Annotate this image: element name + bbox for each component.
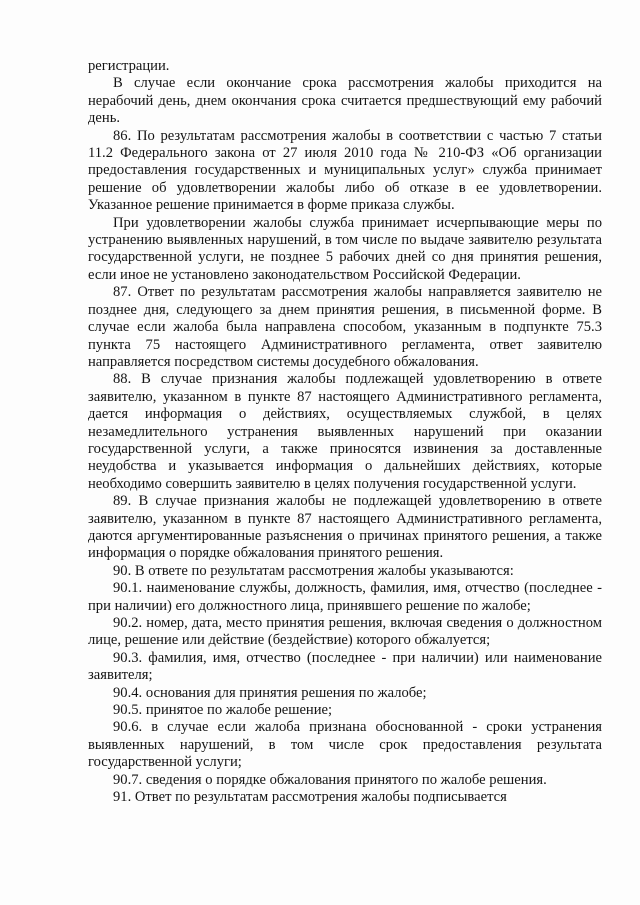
paragraph-90-3: 90.3. фамилия, имя, отчество (последнее - при наличии) или наименование заявителя; bbox=[88, 649, 602, 684]
paragraph-registration-tail: регистрации. bbox=[88, 58, 170, 74]
paragraph-89: 89. В случае признания жалобы не подлежащей удовлетворению в ответе заявителю, указанном в пункте 87 настоящего Административного регламента, даются аргументированные разъяснения о причинах принятого решения, а также информация о порядке обжалования принятого решения. bbox=[88, 493, 602, 562]
paragraph-90-7: 90.7. сведения о порядке обжалования принятого по жалобе решения. bbox=[113, 771, 547, 788]
paragraph-90-1: 90.1. наименование службы, должность, фамилия, имя, отчество (последнее - при наличии) его должностного лица, принявшего решение по жалобе; bbox=[88, 580, 602, 614]
paragraph-88: 88. В случае признания жалобы подлежащей удовлетворению в ответе заявителю, указанном в пункте 87 настоящего Административного регламента, дается информация о действиях, осуществляемых службой, в целях незамедлительного устранения выявленных нарушений при оказании государственной услуги, а также приносятся извинения за доставленные неудобства и указывается информация о дальнейших действиях, которые необходимо совершить заявителю в целях получения государственной услуги. bbox=[88, 371, 602, 492]
paragraph-90-6: 90.6. в случае если жалоба признана обоснованной - сроки устранения выявленных нарушений, в том числе срок предоставления результата государственной услуги; bbox=[88, 719, 602, 771]
paragraph-90-5: 90.5. принятое по жалобе решение; bbox=[113, 702, 333, 719]
paragraph-nonworking-day: В случае если окончание срока рассмотрения жалобы приходится на нерабочий день, днем окончания срока считается предшествующий ему рабочий день. bbox=[88, 75, 602, 127]
paragraph-90-4: 90.4. основания для принятия решения по жалобе; bbox=[113, 684, 427, 701]
paragraph-90: 90. В ответе по результатам рассмотрения жалобы указываются: bbox=[113, 562, 514, 579]
paragraph-91: 91. Ответ по результатам рассмотрения жалобы подписывается bbox=[113, 789, 507, 806]
paragraph-satisfaction-measures: При удовлетворении жалобы служба принимает исчерпывающие меры по устранению выявленных нарушений, в том числе по выдаче заявителю результата государственной услуги, не позднее 5 рабочих дней со дня принятия решения, если иное не установлено законодательством Российской Федерации. bbox=[88, 214, 602, 283]
paragraph-86: 86. По результатам рассмотрения жалобы в соответствии с частью 7 статьи 11.2 Федерального закона от 27 июля 2010 года № 210-ФЗ «Об организации предоставления государственных и муниципальных услуг» служба принимает решение об удовлетворении жалобы либо об отказе в ее удовлетворении. Указанное решение принимается в форме приказа службы. bbox=[88, 127, 602, 214]
paragraph-87: 87. Ответ по результатам рассмотрения жалобы направляется заявителю не позднее дня, следующего за днем принятия решения, в письменной форме. В случае если жалоба была направлена способом, указанным в подпункте 75.3 пункта 75 настоящего Административного регламента, ответ заявителю направляется посредством системы досудебного обжалования. bbox=[88, 284, 602, 370]
paragraph-90-2: 90.2. номер, дата, место принятия решения, включая сведения о должностном лице, решение или действие (бездействие) которого обжалуется; bbox=[88, 615, 602, 649]
document-body bbox=[88, 58, 602, 806]
